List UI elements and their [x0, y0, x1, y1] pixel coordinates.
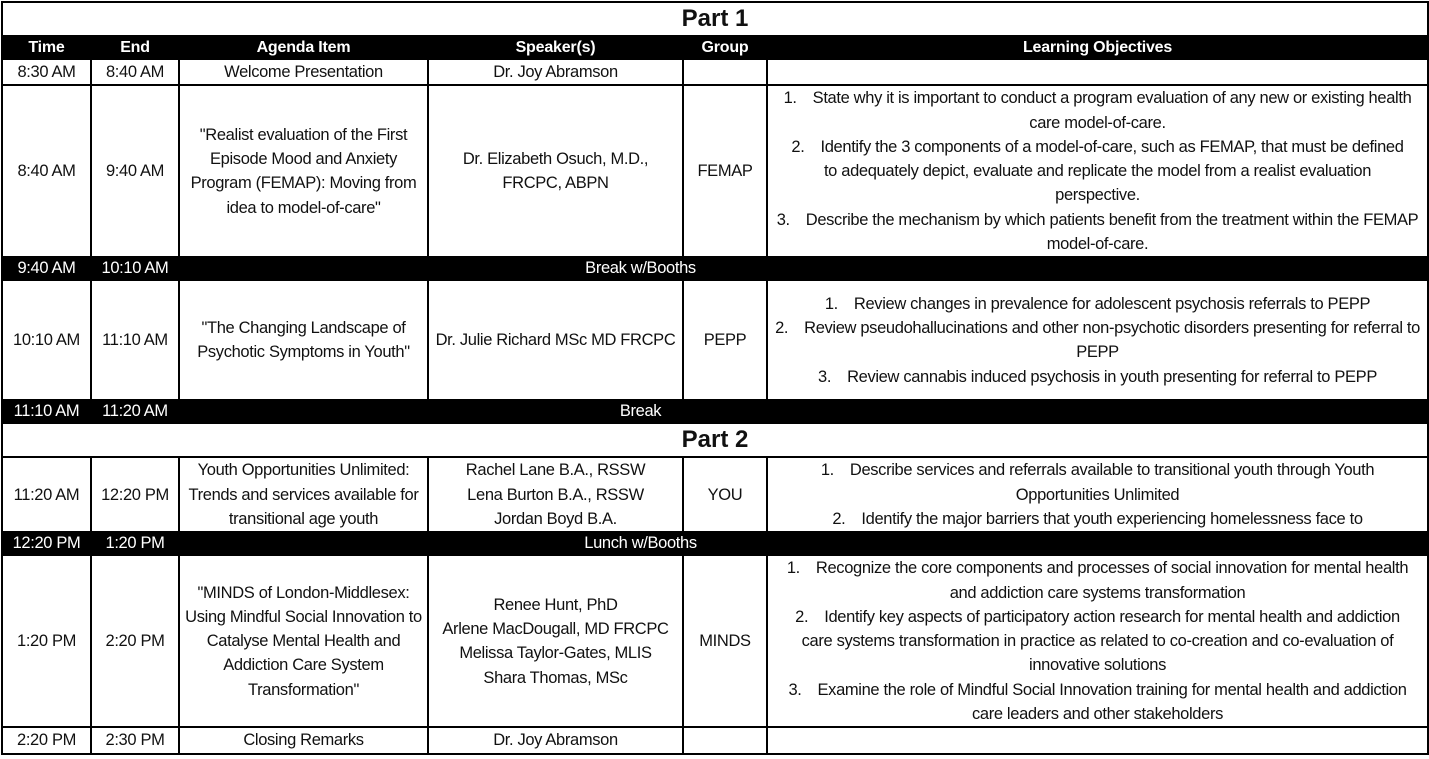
objective-item: 1. Recognize the core components and processes of social innovation for mental health and addiction care systems transformation	[786, 559, 1409, 602]
break-row	[2, 532, 1428, 555]
speaker-name: Arlene MacDougall, MD FRCPC	[442, 620, 669, 638]
part-title: Part 1	[2, 2, 1428, 36]
agenda-sheet	[1, 1, 1427, 755]
part-1-title-row	[2, 2, 1428, 36]
column-header-end: End	[91, 36, 179, 59]
objective-item: 2. Identify the 3 components of a model-of-care, such as FEMAP, that must be defined to adequately depict, evaluate and replicate the model from a realist evaluation perspective.	[791, 137, 1404, 205]
column-header-time: Time	[2, 36, 91, 59]
learning-objectives	[767, 555, 1428, 727]
objective-item: 1. State why it is important to conduct a program evaluation of any new or existing health care model-of-care.	[783, 89, 1412, 132]
part-title: Part 2	[2, 423, 1428, 457]
part-2-title-row	[2, 423, 1428, 457]
speaker-name: Jordan Boyd B.A.	[494, 509, 617, 528]
group	[683, 59, 767, 85]
table-row	[2, 727, 1428, 753]
learning-objectives	[767, 457, 1428, 532]
column-header-row	[2, 36, 1428, 59]
break-label: Lunch w/Booths	[179, 532, 1428, 555]
end-time: 11:20 AM	[91, 400, 179, 423]
agenda-item: "The Changing Landscape of Psychotic Symptoms in Youth"	[179, 280, 428, 400]
start-time: 8:30 AM	[2, 59, 91, 85]
speakers: Dr. Julie Richard MSc MD FRCPC	[428, 280, 683, 400]
speaker-name: Renee Hunt, PhD	[493, 595, 618, 614]
start-time: 11:20 AM	[2, 457, 91, 532]
objective-item: 3. Examine the role of Mindful Social Innovation training for mental health and addiction care leaders and other stakeholders	[788, 680, 1407, 724]
agenda-item: Welcome Presentation	[179, 59, 428, 85]
group: FEMAP	[683, 85, 767, 257]
table-row	[2, 457, 1428, 532]
end-time: 1:20 PM	[91, 532, 179, 555]
column-header-speakers: Speaker(s)	[428, 36, 683, 59]
break-row	[2, 400, 1428, 423]
speakers: Dr. Joy Abramson	[428, 727, 683, 753]
group	[683, 727, 767, 753]
objective-item: 2. Identify key aspects of participatory action research for mental health and addiction care systems transformation in practice as related to co-creation and co-evaluation of innovative solutions	[795, 607, 1400, 675]
group: YOU	[683, 457, 767, 532]
start-time: 8:40 AM	[2, 85, 91, 257]
learning-objectives	[767, 85, 1428, 257]
group: PEPP	[683, 280, 767, 400]
end-time: 12:20 PM	[91, 457, 179, 532]
objective-item: 2. Review pseudohallucinations and other non-psychotic disorders presenting for referral to PEPP	[775, 319, 1420, 362]
agenda-item: "MINDS of London-Middlesex: Using Mindful Social Innovation to Catalyse Mental Health and Addiction Care System Transformation"	[179, 555, 428, 727]
speakers	[428, 555, 683, 727]
objective-item: 3. Describe the mechanism by which patients benefit from the treatment within the FEMAP model-of-care.	[776, 210, 1419, 254]
start-time: 2:20 PM	[2, 727, 91, 753]
agenda-item: Closing Remarks	[179, 727, 428, 753]
agenda-item: Youth Opportunities Unlimited: Trends and services available for transitional age youth	[179, 457, 428, 532]
speaker-name: Melissa Taylor-Gates, MLIS	[459, 644, 652, 663]
break-label: Break	[179, 400, 1428, 423]
table-row	[2, 59, 1428, 85]
agenda-item: "Realist evaluation of the First Episode Mood and Anxiety Program (FEMAP): Moving from idea to model-of-care"	[179, 85, 428, 257]
learning-objectives	[767, 727, 1428, 753]
speakers: Dr. Elizabeth Osuch, M.D., FRCPC, ABPN	[428, 85, 683, 257]
end-time: 8:40 AM	[91, 59, 179, 85]
group: MINDS	[683, 555, 767, 727]
end-time: 11:10 AM	[91, 280, 179, 400]
start-time: 12:20 PM	[2, 532, 91, 555]
break-label: Break w/Booths	[179, 257, 1428, 280]
column-header-group: Group	[683, 36, 767, 59]
speaker-name: Rachel Lane B.A., RSSW	[465, 461, 646, 480]
end-time: 2:30 PM	[91, 727, 179, 753]
end-time: 2:20 PM	[91, 555, 179, 727]
agenda-table	[1, 1, 1429, 755]
table-row	[2, 555, 1428, 727]
objective-item: 2. Identify the major barriers that youth experiencing homelessness face to	[832, 509, 1363, 528]
table-row	[2, 280, 1428, 400]
speakers	[428, 457, 683, 532]
objective-item: 1. Review changes in prevalence for adolescent psychosis referrals to PEPP	[824, 294, 1371, 313]
start-time: 9:40 AM	[2, 257, 91, 280]
column-header-learning-objectives: Learning Objectives	[767, 36, 1428, 59]
speaker-name: Shara Thomas, MSc	[483, 668, 628, 687]
objective-item: 3. Review cannabis induced psychosis in youth presenting for referral to PEPP	[818, 367, 1377, 386]
learning-objectives	[767, 280, 1428, 400]
start-time: 1:20 PM	[2, 555, 91, 727]
break-row	[2, 257, 1428, 280]
end-time: 10:10 AM	[91, 257, 179, 280]
speakers: Dr. Joy Abramson	[428, 59, 683, 85]
column-header-agenda-item: Agenda Item	[179, 36, 428, 59]
start-time: 10:10 AM	[2, 280, 91, 400]
speaker-name: Lena Burton B.A., RSSW	[467, 485, 644, 504]
learning-objectives	[767, 59, 1428, 85]
objective-item: 1. Describe services and referrals available to transitional youth through Youth Opportunities Unlimited	[820, 461, 1375, 504]
table-row	[2, 85, 1428, 257]
end-time: 9:40 AM	[91, 85, 179, 257]
start-time: 11:10 AM	[2, 400, 91, 423]
